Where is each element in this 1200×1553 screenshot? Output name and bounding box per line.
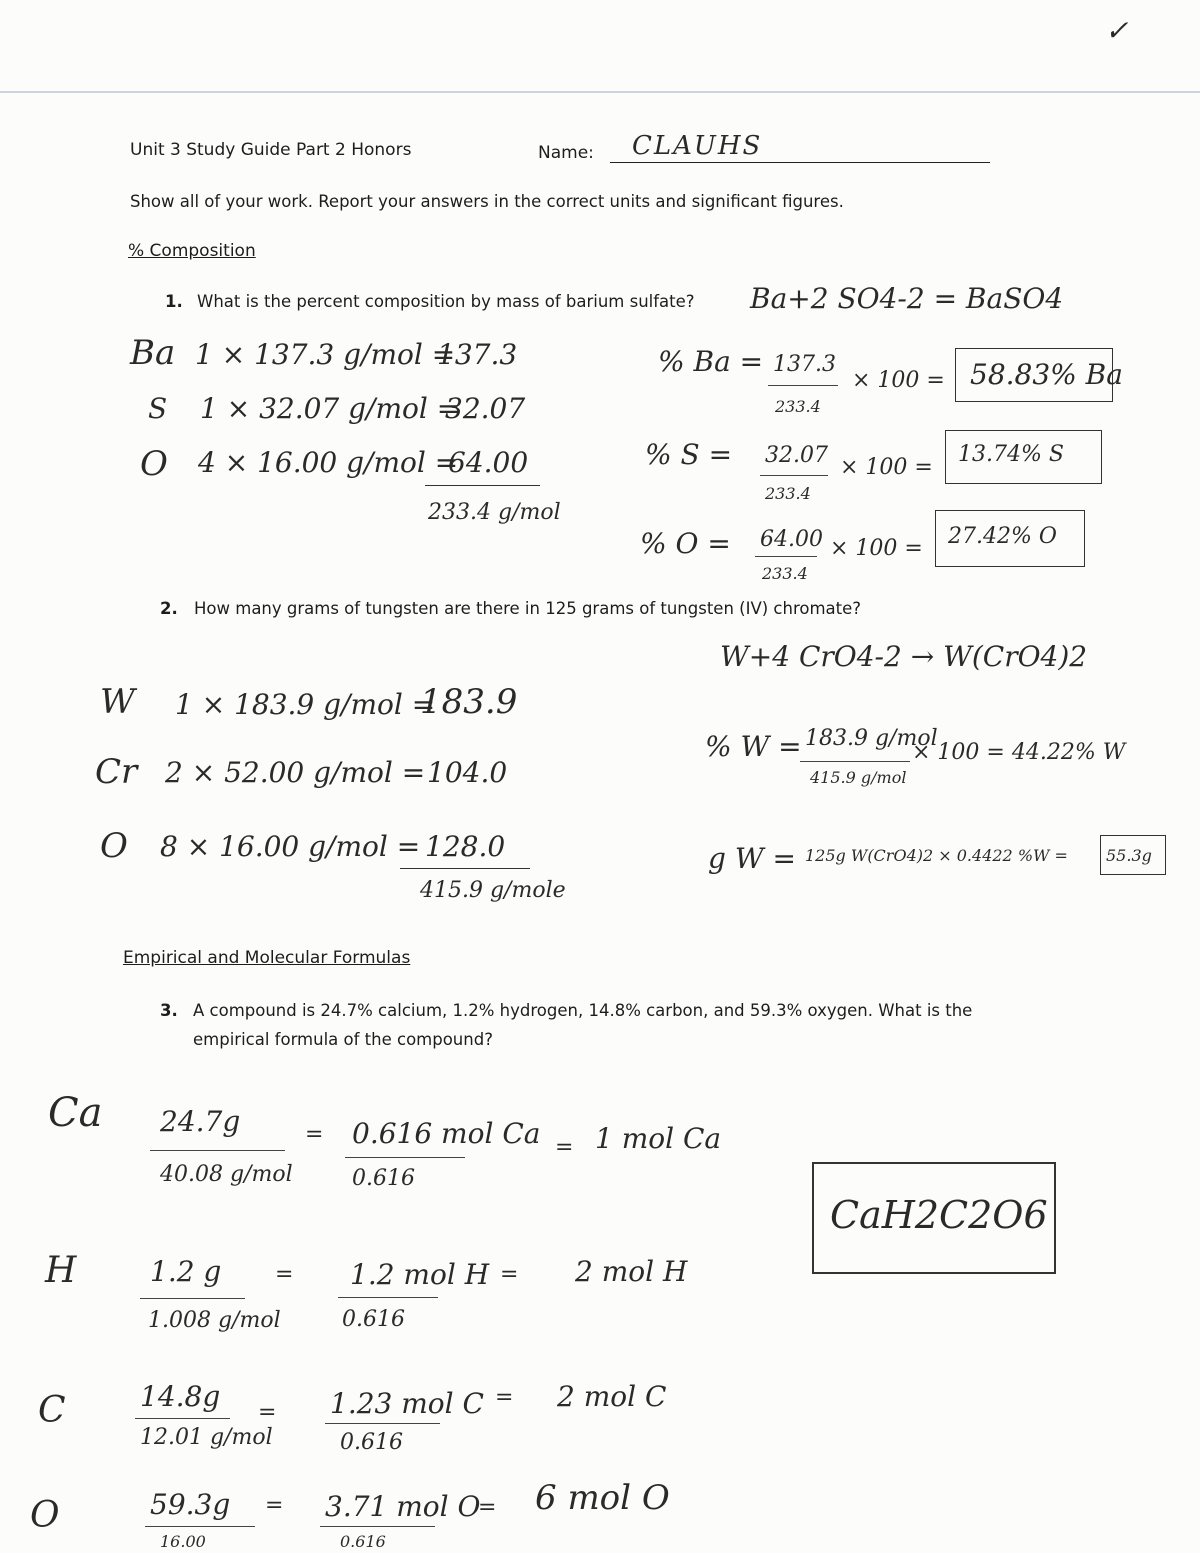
q3-mol-h: 1.2 mol H <box>350 1258 490 1291</box>
q3-eq2-h: = <box>500 1262 519 1287</box>
q3-div-line-c <box>325 1423 440 1424</box>
q2-pct-result: × 100 = 44.22% W <box>912 740 1126 765</box>
q3-num-o: 59.3g <box>150 1488 231 1521</box>
q1-pct-num-ba: 137.3 <box>773 352 836 377</box>
q1-sum-rule <box>425 485 540 486</box>
q2-result-cr: 104.0 <box>427 756 508 789</box>
q3-element-ca: Ca <box>48 1090 103 1136</box>
q2-answer: 55.3g <box>1106 846 1152 865</box>
q3-frac-c <box>135 1418 230 1419</box>
instructions: Show all of your work. Report your answers in the correct units and significant figures. <box>130 192 844 211</box>
student-name: CLAUHS <box>632 131 763 161</box>
q3-num-ca: 24.7g <box>160 1105 241 1138</box>
name-label: Name: <box>538 143 594 163</box>
q1-pct-num-s: 32.07 <box>765 443 828 468</box>
q3-div-c: 0.616 <box>340 1430 403 1455</box>
q2-element-w: W <box>100 682 135 722</box>
q3-eq-o: = <box>265 1493 284 1518</box>
section-heading-percent-composition: % Composition <box>128 241 256 261</box>
q1-pct-den-ba: 233.4 <box>775 397 821 416</box>
q1-calc-o: 4 × 16.00 g/mol = <box>198 446 459 479</box>
q1-formula-note: Ba+2 SO4-2 = BaSO4 <box>750 282 1064 315</box>
q3-element-h: H <box>45 1250 77 1291</box>
name-underline <box>610 162 990 163</box>
q2-grams-calc: 125g W(CrO4)2 × 0.4422 %W = <box>805 846 1068 865</box>
q3-frac-h <box>140 1298 245 1299</box>
q2-calc-o: 8 × 16.00 g/mol = <box>160 830 421 863</box>
q3-den-o: 16.00 <box>160 1532 206 1551</box>
q1-element-o: O <box>140 444 168 484</box>
question-2-number: 2. <box>160 599 178 618</box>
q3-ratio-c: 2 mol C <box>557 1380 667 1413</box>
q1-answer-o: 27.42% O <box>948 524 1057 549</box>
q3-mol-c: 1.23 mol C <box>330 1387 484 1420</box>
q2-element-cr: Cr <box>95 752 138 792</box>
q1-pct-mult-s: × 100 = <box>840 455 933 480</box>
q3-element-c: C <box>38 1390 66 1431</box>
q3-frac-ca <box>150 1150 285 1151</box>
q2-calc-w: 1 × 183.9 g/mol = <box>175 688 436 721</box>
q1-pct-den-o: 233.4 <box>762 564 808 583</box>
q3-div-line-h <box>338 1297 438 1298</box>
q3-den-c: 12.01 g/mol <box>140 1425 273 1450</box>
q3-eq2-o: = <box>478 1495 497 1520</box>
q2-pct-label: % W = <box>705 730 802 763</box>
q2-calc-cr: 2 × 52.00 g/mol = <box>165 756 426 789</box>
q1-result-s: 32.07 <box>445 392 526 425</box>
q1-frac-line-o <box>755 556 817 557</box>
q1-pct-label-o: % O = <box>640 527 731 560</box>
q3-div-line-o <box>320 1526 435 1527</box>
q1-pct-den-s: 233.4 <box>765 484 811 503</box>
q1-element-ba: Ba <box>130 333 176 373</box>
worksheet-title: Unit 3 Study Guide Part 2 Honors <box>130 140 412 160</box>
q2-pct-num: 183.9 g/mol <box>805 726 938 751</box>
q2-element-o: O <box>100 826 128 866</box>
q3-frac-o <box>145 1526 255 1527</box>
q2-grams-label: g W = <box>708 842 796 875</box>
question-3-text-line2: empirical formula of the compound? <box>193 1030 493 1049</box>
q1-pct-label-s: % S = <box>645 438 733 471</box>
q3-ratio-h: 2 mol H <box>575 1255 688 1288</box>
q1-calc-ba: 1 × 137.3 g/mol = <box>195 338 456 371</box>
q1-frac-line-ba <box>768 385 838 386</box>
q3-eq-h: = <box>275 1262 294 1287</box>
q2-total: 415.9 g/mole <box>420 878 566 903</box>
q1-answer-s: 13.74% S <box>958 442 1064 467</box>
q3-mol-ca: 0.616 mol Ca <box>352 1117 541 1150</box>
q1-result-o: 64.00 <box>448 446 529 479</box>
q3-num-h: 1.2 g <box>150 1255 222 1288</box>
q2-result-w: 183.9 <box>420 682 518 722</box>
q3-ratio-o: 6 mol O <box>535 1478 670 1518</box>
question-3-number: 3. <box>160 1001 178 1020</box>
q1-frac-line-s <box>760 475 828 476</box>
q2-pct-den: 415.9 g/mol <box>810 768 907 787</box>
q3-div-line-ca <box>345 1157 465 1158</box>
q1-pct-num-o: 64.00 <box>760 527 823 552</box>
q3-div-h: 0.616 <box>342 1307 405 1332</box>
q3-answer: CaH2C2O6 <box>830 1193 1048 1237</box>
q3-element-o: O <box>30 1495 60 1536</box>
q1-answer-ba: 58.83% Ba <box>970 358 1123 391</box>
q1-pct-mult-ba: × 100 = <box>852 368 945 393</box>
question-3-text-line1: A compound is 24.7% calcium, 1.2% hydrogen, 14.8% carbon, and 59.3% oxygen. What is the <box>193 1001 973 1020</box>
q2-formula-note: W+4 CrO4-2 → W(CrO4)2 <box>720 640 1088 673</box>
q1-total: 233.4 g/mol <box>428 500 561 525</box>
q2-sum-rule <box>400 868 530 869</box>
q1-result-ba: 137.3 <box>437 338 518 371</box>
top-divider <box>0 91 1200 93</box>
question-1-number: 1. <box>165 292 183 311</box>
q3-eq-c: = <box>258 1400 277 1425</box>
q3-div-o: 0.616 <box>340 1532 386 1551</box>
q1-pct-label-ba: % Ba = <box>658 345 764 378</box>
section-heading-empirical-formulas: Empirical and Molecular Formulas <box>123 948 411 968</box>
q2-result-o: 128.0 <box>425 830 506 863</box>
question-1-text: What is the percent composition by mass of barium sulfate? <box>197 292 695 311</box>
q1-element-s: S <box>148 392 168 425</box>
q2-frac-line <box>800 761 910 762</box>
q3-div-ca: 0.616 <box>352 1166 415 1191</box>
q1-calc-s: 1 × 32.07 g/mol = <box>200 392 461 425</box>
check-mark: ✓ <box>1105 14 1129 47</box>
q3-eq-ca: = <box>305 1122 324 1147</box>
q1-pct-mult-o: × 100 = <box>830 536 923 561</box>
q3-den-h: 1.008 g/mol <box>148 1308 281 1333</box>
q3-num-c: 14.8g <box>140 1380 221 1413</box>
q3-eq2-c: = <box>495 1385 514 1410</box>
q3-den-ca: 40.08 g/mol <box>160 1162 293 1187</box>
q3-mol-o: 3.71 mol O <box>325 1490 481 1523</box>
q3-ratio-ca: 1 mol Ca <box>595 1122 722 1155</box>
q3-eq2-ca: = <box>555 1135 574 1160</box>
question-2-text: How many grams of tungsten are there in 125 grams of tungsten (IV) chromate? <box>194 599 862 618</box>
